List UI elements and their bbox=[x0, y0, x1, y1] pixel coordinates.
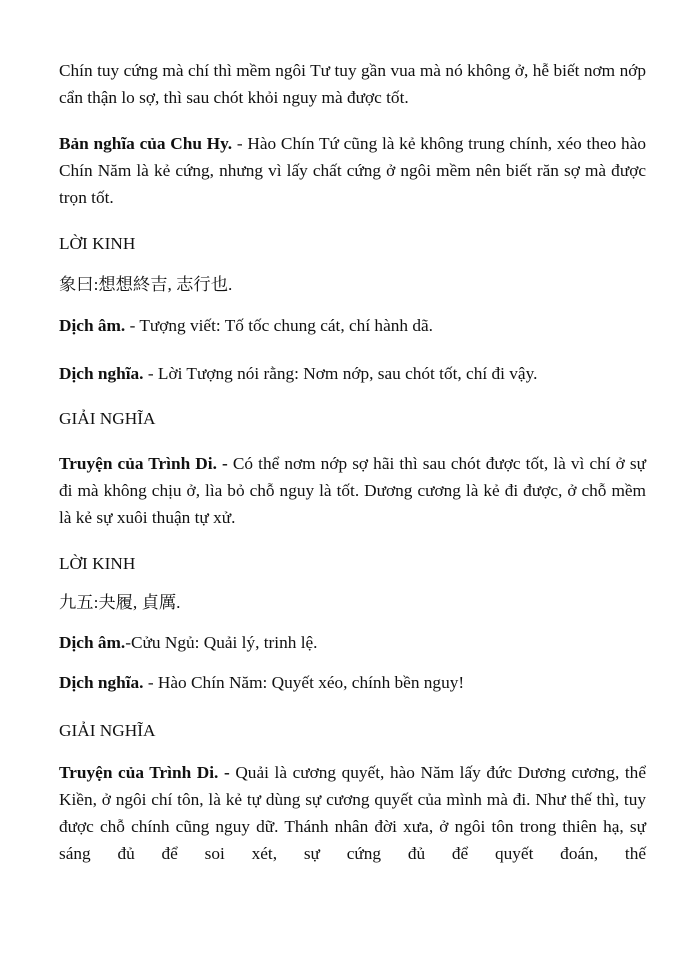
heading-giai-nghia: GIẢI NGHĨA bbox=[59, 409, 156, 428]
heading-loi-kinh: LỜI KINH bbox=[59, 554, 136, 573]
paragraph-text: - Tượng viết: Tố tốc chung cát, chí hành dã. bbox=[125, 316, 433, 335]
chinese-text: 九五:夬履, 貞厲. bbox=[59, 593, 181, 612]
bold-lead: Dịch nghĩa. bbox=[59, 673, 144, 692]
chinese-text: 象曰:想想終吉, 志行也. bbox=[59, 275, 233, 294]
paragraph-trinh-di bbox=[59, 759, 646, 867]
paragraph-text: - Lời Tượng nói rằng: Nơm nớp, sau chót tốt, chí đi vậy. bbox=[143, 364, 538, 383]
bold-lead: Truyện của Trình Di. - bbox=[59, 763, 230, 782]
heading-giai-nghia: GIẢI NGHĨA bbox=[59, 721, 156, 740]
bold-lead: Dịch âm. bbox=[59, 633, 126, 652]
paragraph-continuation bbox=[59, 57, 646, 111]
paragraph-chu-hy bbox=[59, 130, 646, 211]
heading-loi-kinh: LỜI KINH bbox=[59, 234, 136, 253]
paragraph-text: -Cửu Ngủ: Quải lý, trinh lệ. bbox=[125, 633, 318, 652]
paragraph-text: Có thể nơm nớp sợ hãi thì sau chót được tốt, là vì chí ở sự đi mà không chịu ở, lìa bỏ chỗ nguy là tốt. Dương cương là kẻ đi được, ở chỗ mềm là kẻ sự xuôi thuận tự xử. bbox=[59, 454, 646, 527]
paragraph-text: - Hào Chín Năm: Quyết xéo, chính bền nguy! bbox=[143, 673, 465, 692]
paragraph-dich-am bbox=[59, 312, 646, 339]
paragraph-dich-nghia bbox=[59, 360, 646, 387]
paragraph-trinh-di bbox=[59, 450, 646, 531]
paragraph-text: - Hào Chín Tứ cũng là kẻ không trung chính, xéo theo hào Chín Năm là kẻ cứng, nhưng vì lấy chất cứng ở ngôi mềm nên biết răn sợ mà được trọn tốt. bbox=[59, 134, 647, 207]
bold-lead: Truyện của Trình Di. - bbox=[59, 454, 228, 473]
paragraph-text: Quải là cương quyết, hào Năm lấy đức Dương cương, thể Kiền, ở ngôi chí tôn, là kẻ tự dùng sự cương quyết của mình mà đi. Như thế thì, tuy được chỗ chính cũng nguy dữ. Thánh nhân đời xưa, ở ngôi tôn trong thiên hạ, sự sáng đủ để soi xét, sự cứng đủ để quyết đoán, thế bbox=[59, 763, 646, 863]
bold-lead: Dịch âm. bbox=[59, 316, 126, 335]
paragraph-text: Chín tuy cứng mà chí thì mềm ngôi Tư tuy gần vua mà nó không ở, hễ biết nơm nớp cẩn thận lo sợ, thì sau chót khỏi nguy mà được tốt. bbox=[59, 61, 646, 107]
bold-lead: Bản nghĩa của Chu Hy. bbox=[59, 134, 233, 153]
paragraph-dich-am bbox=[59, 629, 646, 656]
paragraph-dich-nghia bbox=[59, 669, 646, 696]
bold-lead: Dịch nghĩa. bbox=[59, 364, 144, 383]
